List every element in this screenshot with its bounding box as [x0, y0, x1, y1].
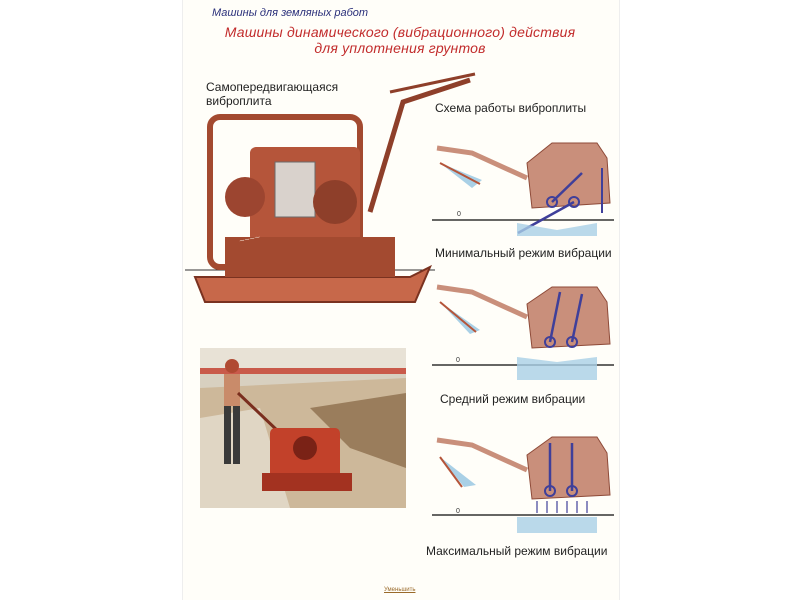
mode-maximum-label: Максимальный режим вибрации	[426, 544, 608, 558]
vibroplate-illustration	[185, 62, 445, 332]
diagram-maximum-mode	[432, 425, 617, 540]
section-title: Машины для земляных работ	[212, 7, 369, 19]
worker-photo	[200, 348, 406, 508]
svg-text:~~~~: ~~~~	[238, 231, 261, 246]
diagram-minimal-mode	[432, 118, 617, 243]
zoom-out-link[interactable]: Уменьшить	[384, 587, 416, 593]
machine-label: Самопередвигающаяся виброплита	[206, 80, 339, 108]
scheme-title: Схема работы виброплиты	[435, 101, 587, 115]
gauge-zero-label: 0	[457, 211, 461, 218]
diagram-medium-mode	[432, 272, 617, 387]
mode-minimal-label: Минимальный режим вибрации	[435, 246, 612, 260]
page-title-line-1: Машины динамического (вибрационного) действия	[224, 24, 576, 40]
gauge-zero-label: 0	[456, 508, 460, 515]
gauge-zero-label: 0	[456, 357, 460, 364]
page-title-line-2: для уплотнения грунтов	[314, 40, 486, 56]
mode-medium-label: Средний режим вибрации	[440, 392, 586, 406]
